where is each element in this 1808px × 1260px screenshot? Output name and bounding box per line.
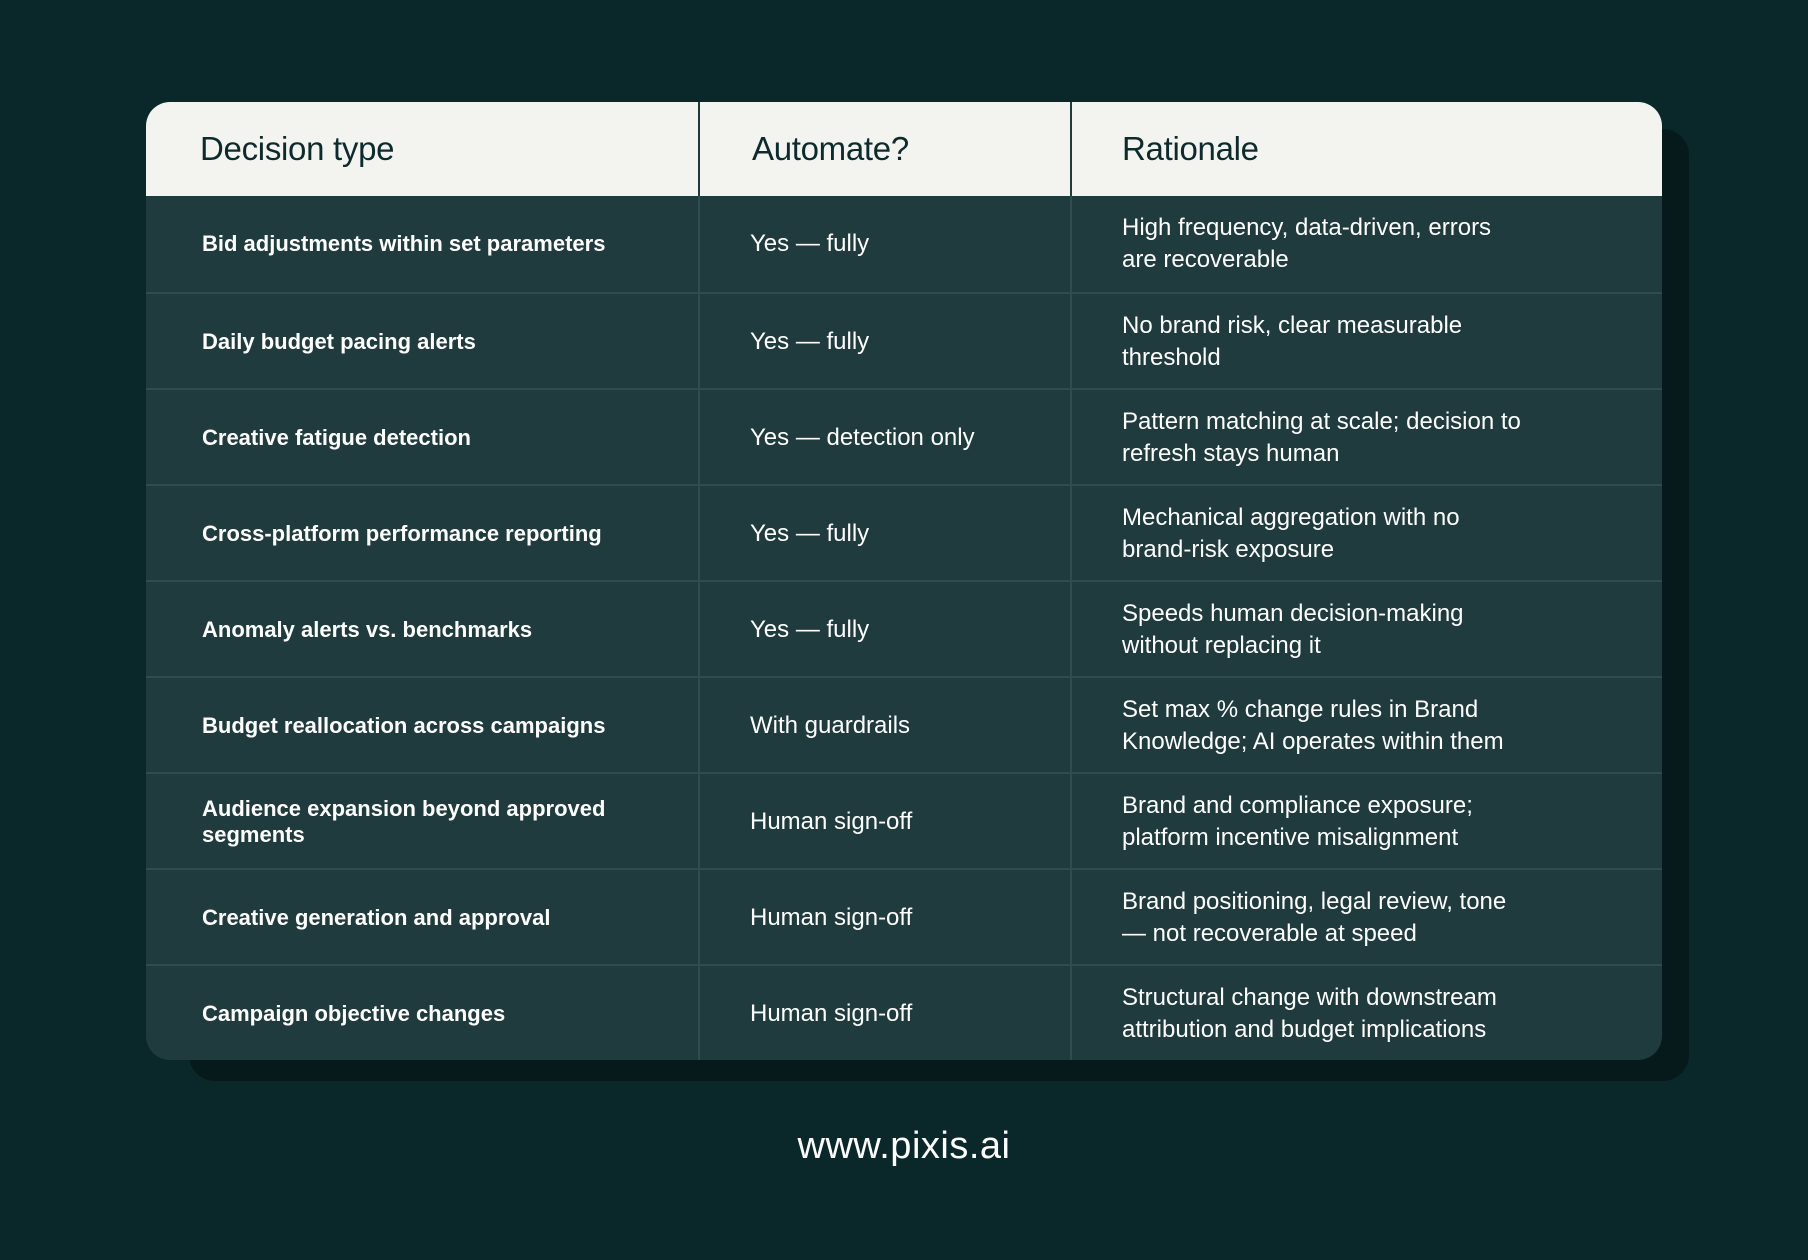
automate-cell: Yes — fully [750, 328, 870, 355]
automate-cell: Human sign-off [750, 904, 913, 931]
decision-cell: Campaign objective changes [202, 1001, 506, 1026]
decision-table [146, 102, 1662, 1060]
decision-cell: Bid adjustments within set parameters [202, 231, 606, 256]
decision-cell: Audience expansion beyond approved segments [202, 796, 606, 847]
header-divider [1070, 102, 1072, 196]
table-row [146, 580, 1662, 676]
automate-cell: Human sign-off [750, 1000, 913, 1027]
automate-cell: Human sign-off [750, 808, 913, 835]
automate-cell: Yes — fully [750, 616, 870, 643]
automate-cell: Yes — fully [750, 520, 870, 547]
rationale-cell: Speeds human decision-making without replacing it [1122, 600, 1464, 659]
table-row [146, 772, 1662, 868]
automate-cell: With guardrails [750, 712, 911, 739]
table-row [146, 484, 1662, 580]
header-rationale: Rationale [1122, 130, 1259, 167]
column-divider [1070, 196, 1072, 1060]
rationale-cell: Set max % change rules in Brand Knowledge; AI operates within them [1122, 696, 1504, 755]
header-automate: Automate? [752, 130, 909, 167]
footer-url: www.pixis.ai [797, 1125, 1011, 1167]
automate-cell: Yes — detection only [750, 424, 975, 451]
rationale-cell: Brand and compliance exposure; platform incentive misalignment [1122, 792, 1473, 851]
table-row [146, 964, 1662, 1060]
decision-cell: Budget reallocation across campaigns [202, 713, 606, 738]
rationale-cell: No brand risk, clear measurable threshold [1122, 312, 1463, 371]
rationale-cell: Structural change with downstream attribution and budget implications [1122, 984, 1497, 1043]
header-decision-type: Decision type [200, 130, 395, 167]
automate-cell: Yes — fully [750, 230, 870, 257]
decision-cell: Creative fatigue detection [202, 425, 471, 450]
rationale-cell: Pattern matching at scale; decision to refresh stays human [1122, 408, 1521, 467]
rationale-cell: Brand positioning, legal review, tone — not recoverable at speed [1122, 888, 1507, 947]
table-row [146, 196, 1662, 292]
decision-cell: Anomaly alerts vs. benchmarks [202, 617, 533, 642]
table-row [146, 868, 1662, 964]
decision-cell: Cross-platform performance reporting [202, 521, 602, 546]
decision-cell: Creative generation and approval [202, 905, 551, 930]
table-header [146, 102, 1662, 196]
table-row [146, 676, 1662, 772]
header-divider [698, 102, 700, 196]
rationale-cell: High frequency, data-driven, errors are recoverable [1122, 214, 1492, 273]
rationale-cell: Mechanical aggregation with no brand-risk exposure [1122, 504, 1460, 563]
table-row [146, 388, 1662, 484]
column-divider [698, 196, 700, 1060]
table-row [146, 292, 1662, 388]
decision-cell: Daily budget pacing alerts [202, 329, 476, 354]
